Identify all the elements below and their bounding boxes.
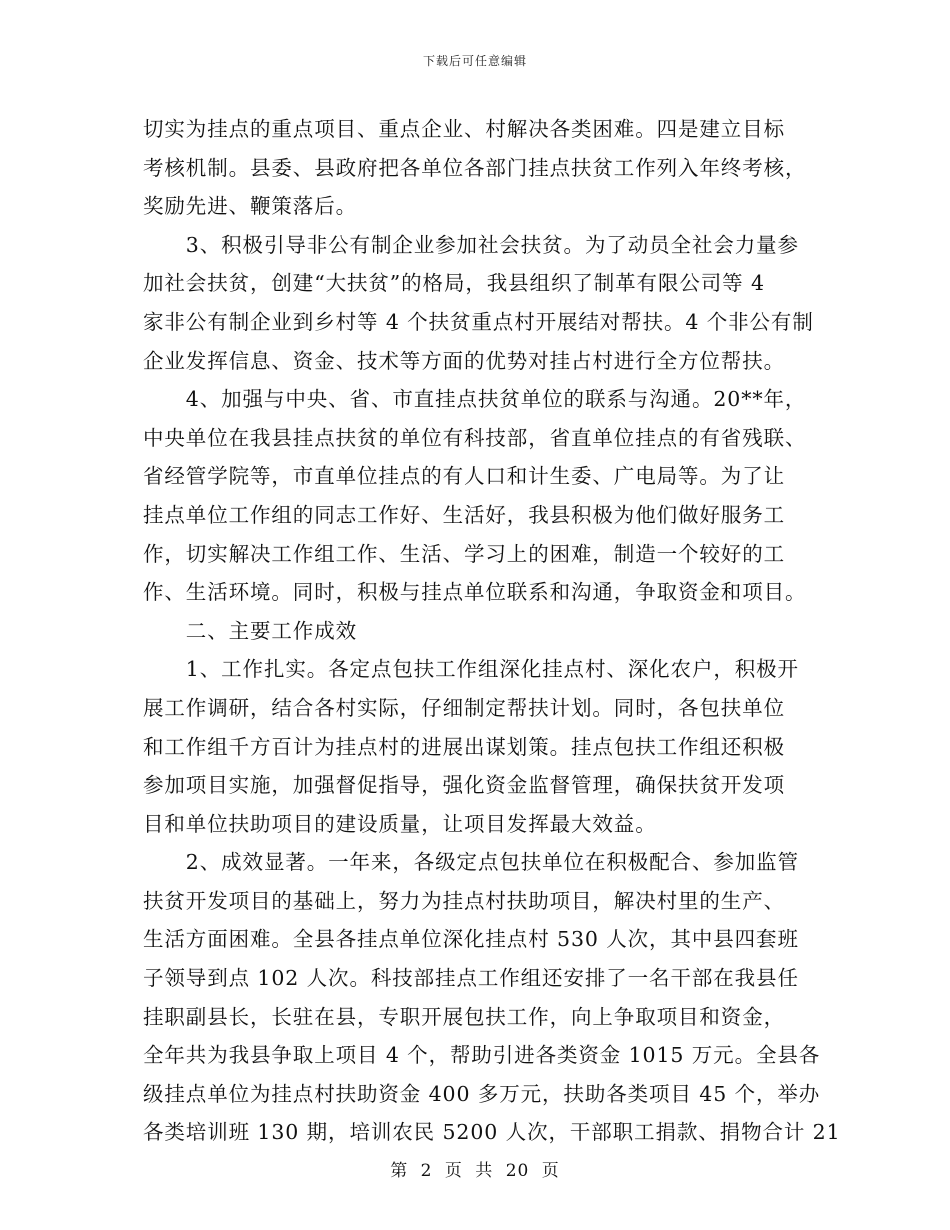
body-line: 各类培训班 130 期，培训农民 5200 人次，干部职工捐款、捐物合计 21: [143, 1120, 841, 1145]
body-line: 加社会扶贫，创建“大扶贫”的格局，我县组织了制革有限公司等 4: [143, 271, 765, 296]
body-line: 全年共为我县争取上项目 4 个，帮助引进各类资金 1015 万元。全县各: [143, 1043, 821, 1068]
body-line: 生活方面困难。全县各挂点单位深化挂点村 530 人次，其中县四套班: [143, 927, 799, 952]
body-line: 挂点单位工作组的同志工作好、生活好，我县积极为他们做好服务工: [143, 502, 785, 527]
body-line: 子领导到点 102 人次。科技部挂点工作组还安排了一名干部在我县任: [143, 966, 799, 991]
body-line: 奖励先进、鞭策落后。: [143, 194, 357, 219]
body-line: 家非公有制企业到乡村等 4 个扶贫重点村开展结对帮扶。4 个非公有制: [143, 309, 814, 334]
body-line: 1、工作扎实。各定点包扶工作组深化挂点村、深化农户，积极开: [143, 657, 799, 682]
body-line: 作，切实解决工作组工作、生活、学习上的困难，制造一个较好的工: [143, 541, 785, 566]
body-line: 扶贫开发项目的基础上，努力为挂点村扶助项目，解决村里的生产、: [143, 888, 785, 913]
body-line: 作、生活环境。同时，积极与挂点单位联系和沟通，争取资金和项目。: [143, 580, 807, 605]
body-line: 切实为挂点的重点项目、重点企业、村解决各类困难。四是建立目标: [143, 117, 785, 141]
body-line: 4、加强与中央、省、市直挂点扶贫单位的联系与沟通。20**年，: [143, 387, 807, 412]
page-header: 下载后可任意编辑: [422, 54, 527, 68]
body-line: 省经管学院等，市直单位挂点的有人口和计生委、广电局等。为了让: [143, 464, 785, 489]
document-body: [143, 110, 841, 1152]
body-line: 3、积极引导非公有制企业参加社会扶贫。为了动员全社会力量参: [143, 232, 799, 257]
body-line: 2、成效显著。一年来，各级定点包扶单位在积极配合、参加监管: [143, 850, 799, 875]
body-line: 中央单位在我县挂点扶贫的单位有科技部，省直单位挂点的有省残联、: [143, 425, 807, 450]
body-line: 企业发挥信息、资金、技术等方面的优势对挂占村进行全方位帮扶。: [143, 348, 785, 373]
body-line: 展工作调研，结合各村实际，仔细制定帮扶计划。同时，各包扶单位: [143, 695, 785, 720]
body-line: 挂职副县长，长驻在县，专职开展包扶工作，向上争取项目和资金，: [143, 1004, 785, 1029]
body-line: 考核机制。县委、县政府把各单位各部门挂点扶贫工作列入年终考核，: [143, 155, 807, 180]
page-footer: 第 2 页 共 20 页: [390, 1161, 560, 1181]
body-line: 和工作组千方百计为挂点村的进展出谋划策。挂点包扶工作组还积极: [143, 734, 785, 759]
body-line: 参加项目实施，加强督促指导，强化资金监督管理，确保扶贫开发项: [143, 773, 785, 798]
section-heading: 二、主要工作成效: [143, 618, 357, 643]
body-line: 目和单位扶助项目的建设质量，让项目发挥最大效益。: [143, 811, 657, 836]
body-line: 级挂点单位为挂点村扶助资金 400 多万元，扶助各类项目 45 个，举办: [143, 1081, 821, 1106]
